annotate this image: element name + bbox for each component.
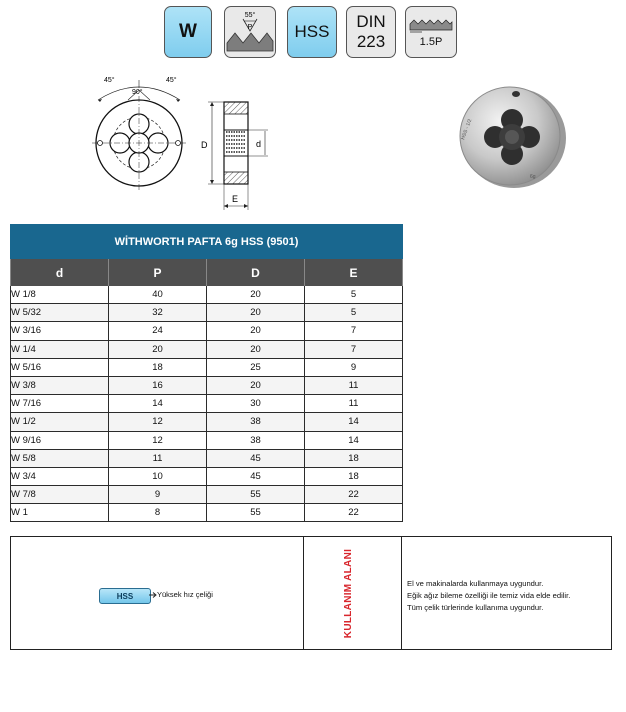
table-cell: 12 (109, 413, 207, 431)
technical-drawing (84, 72, 274, 214)
standard-badge (346, 6, 396, 58)
table-cell: 10 (109, 467, 207, 485)
table-cell: 11 (305, 395, 403, 413)
table-cell: 7 (305, 340, 403, 358)
table-cell: 5 (305, 304, 403, 322)
table-row (11, 340, 403, 358)
table-row (11, 304, 403, 322)
table-cell: W 1/4 (11, 340, 109, 358)
table-cell: 24 (109, 322, 207, 340)
table-row (11, 431, 403, 449)
spec-table (10, 224, 403, 522)
table-cell: 14 (109, 395, 207, 413)
table-cell: 5 (305, 286, 403, 304)
table-cell: 20 (207, 340, 305, 358)
table-cell: W 5/32 (11, 304, 109, 322)
table-cell: 45 (207, 449, 305, 467)
table-cell: 20 (207, 304, 305, 322)
chamfer-badge (405, 6, 457, 58)
hss-legend-description: Yüksek hız çeliği (157, 590, 213, 599)
column-header-d: d (11, 259, 109, 287)
arrow-right-icon (149, 591, 157, 599)
dim-D-label: D (201, 140, 208, 150)
table-row (11, 449, 403, 467)
info-divider (401, 537, 402, 649)
table-row (11, 486, 403, 504)
column-header-e: E (305, 259, 403, 287)
table-cell: 20 (207, 376, 305, 394)
table-cell: W 5/16 (11, 358, 109, 376)
usage-description (407, 578, 611, 614)
profile-badge (164, 6, 212, 58)
table-cell: W 3/8 (11, 376, 109, 394)
usage-line: Eğik ağız bileme özelliği ile temiz vida elde edilir. (407, 591, 571, 600)
table-cell: 30 (207, 395, 305, 413)
usage-line: Tüm çelik türlerinde kullanıma uygundur. (407, 603, 544, 612)
angle-top-label: 90° (132, 89, 143, 96)
table-cell: 32 (109, 304, 207, 322)
table-row (11, 322, 403, 340)
standard-line2: 223 (356, 32, 386, 51)
chamfer-thread-icon (408, 16, 454, 36)
table-row (11, 286, 403, 304)
table-cell: W 5/8 (11, 449, 109, 467)
table-cell: 11 (109, 449, 207, 467)
table-cell: 20 (207, 286, 305, 304)
material-label: HSS (294, 22, 330, 41)
table-row (11, 395, 403, 413)
table-cell: 18 (305, 449, 403, 467)
table-cell: 14 (305, 413, 403, 431)
table-cell: 14 (305, 431, 403, 449)
usage-area-label (339, 545, 359, 641)
profile-label: W (179, 21, 197, 42)
table-cell: 25 (207, 358, 305, 376)
table-cell: 38 (207, 431, 305, 449)
table-row (11, 413, 403, 431)
table-row (11, 358, 403, 376)
table-cell: W 7/16 (11, 395, 109, 413)
table-cell: W 9/16 (11, 431, 109, 449)
table-body (11, 286, 403, 522)
column-header-p: P (109, 259, 207, 287)
table-cell: W 3/4 (11, 467, 109, 485)
table-cell: 9 (109, 486, 207, 504)
table-cell: 55 (207, 486, 305, 504)
dim-d-label: d (256, 139, 262, 149)
chamfer-label: 1.5P (419, 36, 443, 48)
table-cell: 18 (109, 358, 207, 376)
angle-left-label: 45° (104, 77, 115, 84)
usage-area-text: KULLANIM ALANI (343, 548, 355, 638)
hss-legend-chip: HSS (99, 588, 151, 604)
table-cell: 18 (305, 467, 403, 485)
table-row (11, 504, 403, 522)
thread-profile-icon (225, 7, 275, 57)
table-cell: W 3/16 (11, 322, 109, 340)
table-cell: W 7/8 (11, 486, 109, 504)
table-cell: 11 (305, 376, 403, 394)
table-cell: 38 (207, 413, 305, 431)
table-cell: 55 (207, 504, 305, 522)
thread-pitch-label: P (247, 24, 253, 31)
table-row (11, 376, 403, 394)
info-box (10, 536, 612, 650)
table-cell: W 1 (11, 504, 109, 522)
column-header-d: D (207, 259, 305, 287)
photo-marking-top: HSS - 1/2 (460, 118, 474, 141)
photo-marking-bottom: 6g (530, 174, 536, 180)
table-cell: 20 (109, 340, 207, 358)
table-cell: 7 (305, 322, 403, 340)
table-cell: 40 (109, 286, 207, 304)
thread-angle-label: 55° (244, 12, 256, 19)
table-header (11, 259, 403, 287)
thread-profile-badge (224, 6, 276, 58)
dim-E-label: E (232, 194, 239, 204)
table-cell: 16 (109, 376, 207, 394)
table-cell: 12 (109, 431, 207, 449)
usage-line: El ve makinalarda kullanmaya uygundur. (407, 579, 544, 588)
table-cell: 20 (207, 322, 305, 340)
material-badge (287, 6, 337, 58)
product-photo (452, 78, 572, 198)
info-divider (303, 537, 304, 649)
table-cell: 22 (305, 486, 403, 504)
table-row (11, 467, 403, 485)
table-cell: W 1/2 (11, 413, 109, 431)
table-cell: 22 (305, 504, 403, 522)
table-cell: 45 (207, 467, 305, 485)
table-cell: 8 (109, 504, 207, 522)
table-title: WİTHWORTH PAFTA 6g HSS (9501) (11, 225, 403, 259)
table-cell: W 1/8 (11, 286, 109, 304)
angle-right-label: 45° (166, 77, 177, 84)
standard-line1: DIN (356, 12, 386, 31)
table-cell: 9 (305, 358, 403, 376)
